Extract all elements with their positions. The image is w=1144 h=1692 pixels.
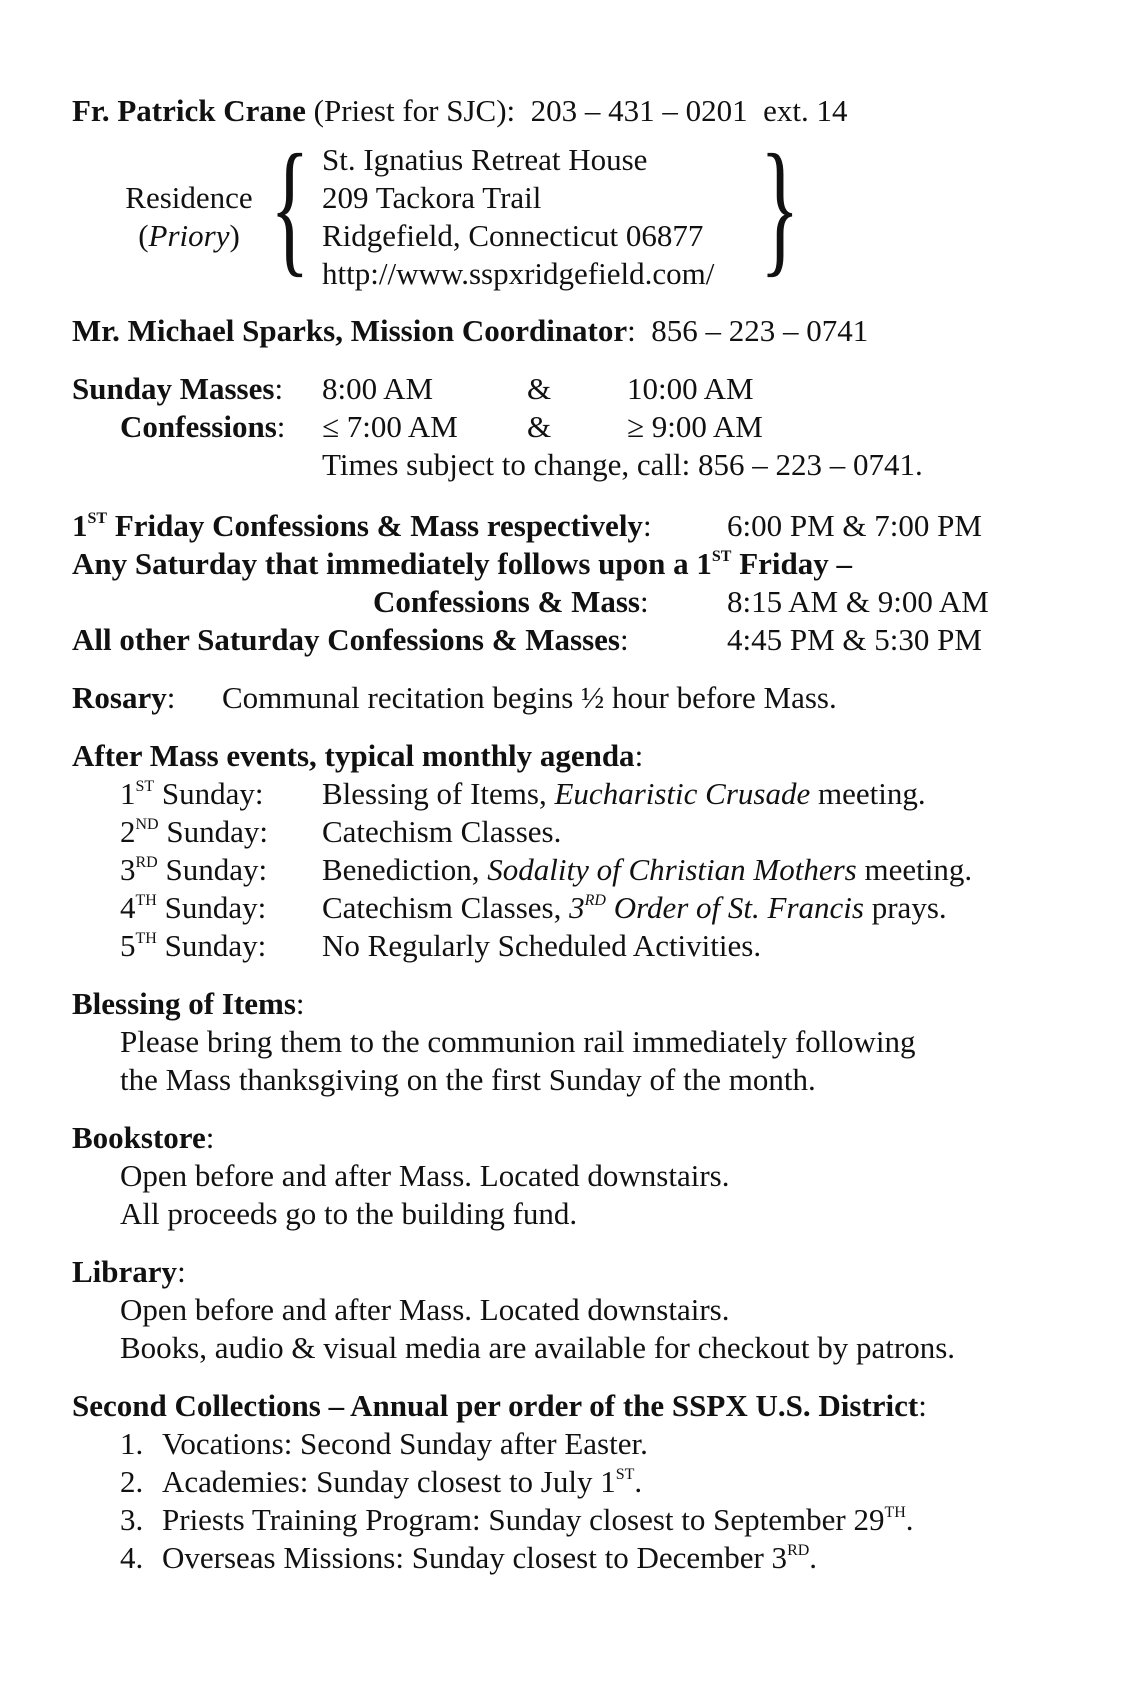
residence-website[interactable]: http://www.sspxridgefield.com/ [322,256,715,291]
library-line-1: Open before and after Mass. Located downstairs. [120,1292,730,1327]
bookstore-title: Bookstore: [72,1120,215,1155]
right-brace: } [760,124,800,290]
confession-amp: & [527,409,552,444]
agenda-day-3: 3RD Sunday: [120,852,268,887]
collection-num-3: 3. [120,1502,144,1537]
residence-line-2: 209 Tackora Trail [322,180,542,215]
bookstore-line-2: All proceeds go to the building fund. [120,1196,578,1231]
saturday-other-label: All other Saturday Confessions & Masses: [72,622,629,657]
collection-item-3: Priests Training Program: Sunday closest to September 29TH. [162,1502,914,1537]
residence-label-block [120,179,258,255]
collection-item-1: Vocations: Second Sunday after Easter. [162,1426,648,1461]
library-line-2: Books, audio & visual media are available for checkout by patrons. [120,1330,956,1365]
blessing-title: Blessing of Items: [72,986,305,1021]
agenda-text-5: No Regularly Scheduled Activities. [322,928,762,963]
priest-name: Fr. Patrick Crane [72,93,306,128]
confessions-label: Confessions: [120,409,286,444]
priest-phone: 203 – 431 – 0201 [530,93,748,128]
sunday-mass-amp: & [527,371,552,406]
agenda-text-2: Catechism Classes. [322,814,562,849]
agenda-day-4: 4TH Sunday: [120,890,267,925]
coordinator-line: Mr. Michael Sparks, Mission Coordinator: 856 – 223 – 0741 [72,313,869,348]
collection-item-2: Academies: Sunday closest to July 1ST. [162,1464,643,1499]
confession-2: ≥ 9:00 AM [627,409,763,444]
sunday-mass-2: 10:00 AM [627,371,754,406]
rosary-line: Rosary: [72,680,176,715]
coordinator-name: Mr. Michael Sparks, Mission Coordinator [72,313,628,348]
library-title: Library: [72,1254,186,1289]
residence-line-1: St. Ignatius Retreat House [322,142,648,177]
left-brace: { [270,124,310,290]
saturday-first-times: 8:15 AM & 9:00 AM [727,584,989,619]
confession-1: ≤ 7:00 AM [322,409,458,444]
agenda-day-5: 5TH Sunday: [120,928,267,963]
agenda-text-1: Blessing of Items, Eucharistic Crusade meeting. [322,776,926,811]
saturday-other-times: 4:45 PM & 5:30 PM [727,622,982,657]
agenda-day-1: 1ST Sunday: [120,776,264,811]
residence-line-3: Ridgefield, Connecticut 06877 [322,218,704,253]
agenda-day-2: 2ND Sunday: [120,814,268,849]
collection-num-1: 1. [120,1426,144,1461]
agenda-text-3: Benediction, Sodality of Christian Mothers meeting. [322,852,973,887]
friday-label: 1ST Friday Confessions & Mass respectively: [72,508,652,543]
collection-num-4: 4. [120,1540,144,1575]
friday-times: 6:00 PM & 7:00 PM [727,508,982,543]
residence-label: Residence [125,180,253,215]
coordinator-phone: 856 – 223 – 0741 [651,313,869,348]
collection-num-2: 2. [120,1464,144,1499]
priest-role: (Priest for SJC): [313,93,516,128]
blessing-line-1: Please bring them to the communion rail immediately following [120,1024,916,1059]
sunday-masses-label: Sunday Masses: [72,371,284,406]
rosary-text: Communal recitation begins ½ hour before Mass. [222,680,837,715]
priest-ext: ext. 14 [763,93,848,128]
residence-address [322,141,714,293]
saturday-first-sublabel: Confessions & Mass: [373,584,649,619]
saturday-first-line: Any Saturday that immediately follows upon a 1ST Friday – [72,546,852,581]
agenda-text-4: Catechism Classes, 3RD Order of St. Francis prays. [322,890,947,925]
collections-title: Second Collections – Annual per order of the SSPX U.S. District: [72,1388,927,1423]
blessing-line-2: the Mass thanksgiving on the first Sunday of the month. [120,1062,816,1097]
after-mass-title: After Mass events, typical monthly agenda: [72,738,644,773]
collection-item-4: Overseas Missions: Sunday closest to December 3RD. [162,1540,818,1575]
priest-line [72,92,848,130]
bookstore-line-1: Open before and after Mass. Located downstairs. [120,1158,730,1193]
sunday-note: Times subject to change, call: 856 – 223 – 0741. [322,447,923,482]
sunday-mass-1: 8:00 AM [322,371,434,406]
residence-sublabel: (Priory) [138,218,240,253]
